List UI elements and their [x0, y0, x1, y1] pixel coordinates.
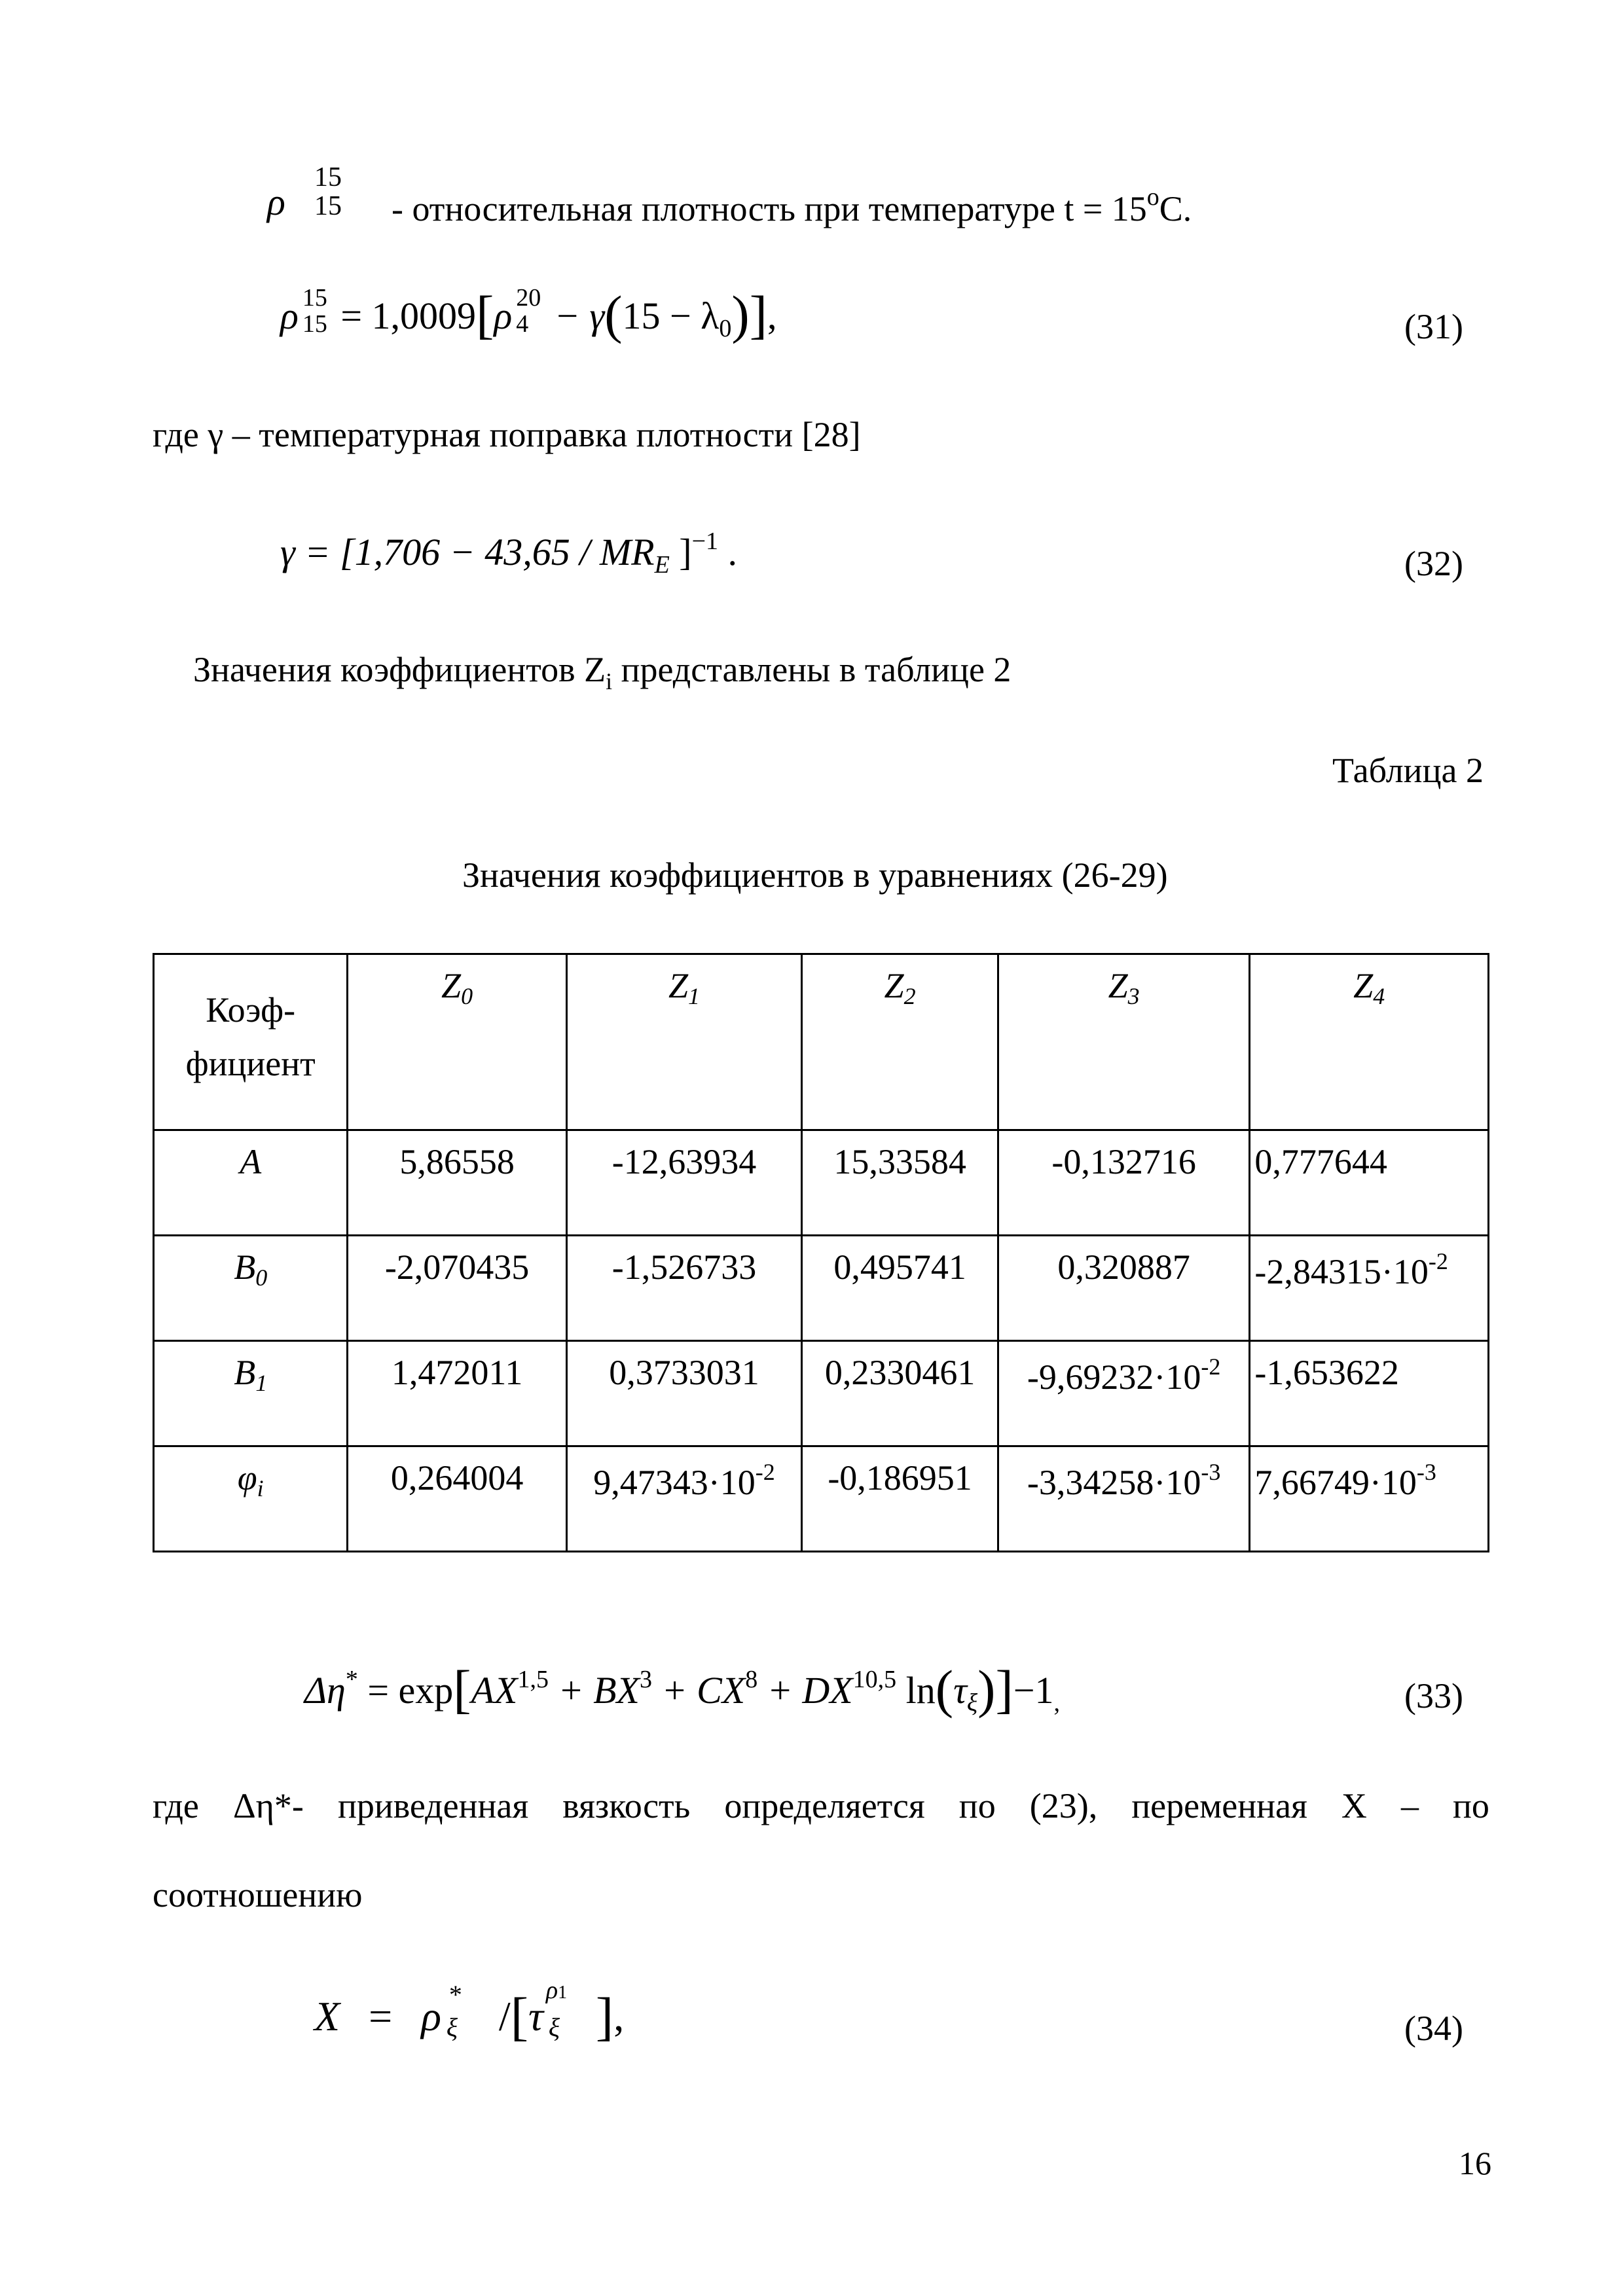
- eta-explanation-line2: соотношению: [153, 1875, 363, 1914]
- table-cell: -0,132716: [998, 1130, 1249, 1236]
- table-cell: $-2,84315\cdot 10^{-2}$: [1250, 1236, 1489, 1341]
- equation-31-number: (31): [1404, 307, 1463, 346]
- rho-definition-text: - относительная плотность при температуре $t = 15^oC$.: [392, 183, 1192, 228]
- table-cell: $-9,69232\cdot 10^{-2}$: [998, 1341, 1249, 1446]
- header-z3: Z3: [998, 954, 1249, 1130]
- rho-symbol: ρ: [267, 181, 285, 223]
- table-title: Значения коэффициентов в уравнениях (26-29): [462, 855, 1168, 895]
- equation-34: X = ρ * ξ /[τ ρ1 ξ ],: [314, 1977, 625, 2046]
- table-label: Таблица 2: [1332, 751, 1484, 790]
- page-number: 16: [1459, 2145, 1491, 2181]
- table-row-b0: [154, 1236, 1489, 1341]
- table-cell: -1,653622: [1250, 1341, 1489, 1446]
- header-z2: Z2: [802, 954, 998, 1130]
- zi-sentence: Значения коэффициентов $Z_i$ представлены в таблице 2: [193, 650, 1012, 694]
- table-cell: 1,472011: [348, 1341, 566, 1446]
- equation-33-number: (33): [1404, 1676, 1463, 1715]
- row-label-a: A: [154, 1130, 348, 1236]
- header-z1: Z1: [566, 954, 802, 1130]
- rho-superscript: 15: [314, 162, 342, 192]
- eta-explanation-line: где Δη*- приведенная вязкость определяется по (23), переменная X – по: [153, 1786, 1489, 1825]
- header-z0: Z0: [348, 954, 566, 1130]
- row-label-phi: φi: [154, 1446, 348, 1552]
- table-cell: 15,33584: [802, 1130, 998, 1236]
- rho-definition-line: [267, 162, 1315, 228]
- table-cell: 5,86558: [348, 1130, 566, 1236]
- table-cell: -12,63934: [566, 1130, 802, 1236]
- table-cell: $9,47343\cdot 10^{-2}$: [566, 1446, 802, 1552]
- table-header-row: [154, 954, 1489, 1130]
- table-row-b1: [154, 1341, 1489, 1446]
- rho-subscript: 15: [314, 191, 342, 221]
- coefficient-table: [153, 953, 1489, 1552]
- header-z4: Z4: [1250, 954, 1489, 1130]
- table-cell: -2,070435: [348, 1236, 566, 1341]
- table-cell: $7,66749\cdot 10^{-3}$: [1250, 1446, 1489, 1552]
- table-cell: 0,3733031: [566, 1341, 802, 1446]
- table-cell: $-3,34258\cdot 10^{-3}$: [998, 1446, 1249, 1552]
- row-label-b1: B1: [154, 1341, 348, 1446]
- table-cell: 0,320887: [998, 1236, 1249, 1341]
- row-label-b0: B0: [154, 1236, 348, 1341]
- table-cell: 0,2330461: [802, 1341, 998, 1446]
- table-row-phi: [154, 1446, 1489, 1552]
- table-cell: 0,777644: [1250, 1130, 1489, 1236]
- table-cell: -0,186951: [802, 1446, 998, 1552]
- table-row-a: [154, 1130, 1489, 1236]
- equation-32: $\gamma = [1,706 - 43,65 / MR_E$ ]$^{-1}$ .: [280, 528, 738, 579]
- table-cell: 0,264004: [348, 1446, 566, 1552]
- equation-33: $\Delta\eta^* = \exp[AX^{1,5} + BX^3 + CX^8 + DX^{10,5}$ $\ln(\tau_\xi)]-1_,$: [304, 1659, 1060, 1719]
- table-cell: 0,495741: [802, 1236, 998, 1341]
- gamma-definition-line: где γ – температурная поправка плотности [28]: [153, 415, 861, 454]
- equation-32-number: (32): [1404, 544, 1463, 583]
- equation-31: ρ 15 15 = 1,0009[ρ 20 4 − $\gamma(15 - \lambda_0)$],: [280, 284, 777, 344]
- equation-34-number: (34): [1404, 2009, 1463, 2048]
- header-coefficient: Коэф- фициент: [154, 954, 348, 1130]
- table-cell: -1,526733: [566, 1236, 802, 1341]
